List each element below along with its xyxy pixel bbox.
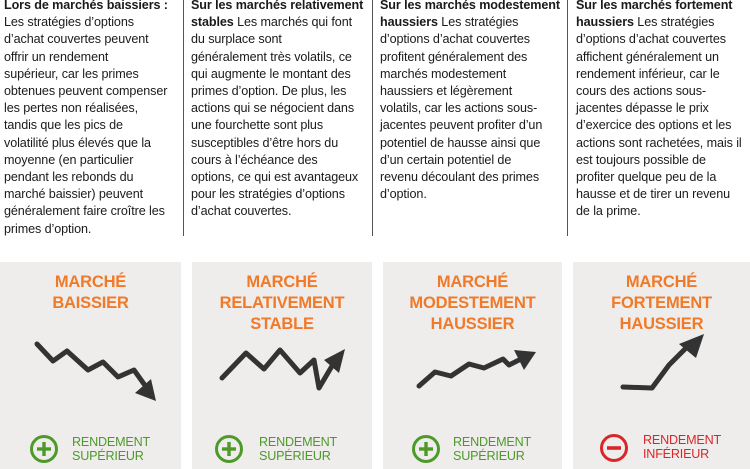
badge-line: RENDEMENT [72,435,150,449]
column-heading: haussiers [576,15,634,30]
text-line: susceptibles d’être hors du [191,135,339,150]
text-line: généralement faire croître les [4,204,165,219]
text-line: moyenne (en particulier [4,152,134,167]
column-divider [183,0,184,236]
text-line: qui augmente le montant des [191,66,351,81]
card-title-line: MARCHÉ [246,273,318,291]
text-line: pour les stratégies d’options [191,187,345,202]
text-line: une fourchette sont plus [191,118,324,133]
column-stable-market [191,0,371,221]
card-bear-market [0,262,181,469]
text-line: Les stratégies [437,15,519,30]
column-heading: Sur les marchés relativement [191,0,364,12]
return-badge-label [259,435,337,463]
text-line: actions qui se négocient dans [191,101,355,116]
text-line: d’un certain potentiel de [380,152,512,167]
column-heading: Lors de marchés baissiers : [4,0,168,12]
column-heading: haussiers [380,15,438,30]
text-line: de la prime. [576,204,641,219]
text-line: du surplace sont [191,32,282,47]
badge-line: RENDEMENT [259,435,337,449]
text-line: Les stratégies d’options [4,15,134,30]
card-title-line: FORTEMENT [611,294,712,312]
text-line: cours des actions sous- [576,84,706,99]
text-line: d’achat couvertes. [191,204,292,219]
text-line: actions sont rachetées, mais il [576,135,742,150]
text-line: marchés modestement [380,66,507,81]
text-line: d’achat couvertes peuvent [4,32,149,47]
column-divider [372,0,373,236]
card-title-line: MARCHÉ [54,273,127,291]
text-line: les pertes non réalisées, [4,101,139,116]
badge-line: RENDEMENT [643,433,721,447]
text-line: primes d’option. De plus, les [191,84,347,99]
column-bear-market [4,0,180,238]
card-title-line: RELATIVEMENT [219,294,345,312]
card-title-line: HAUSSIER [619,315,704,333]
text-line: revenu découlant des primes [380,170,540,185]
card-strong-bull-market [573,262,750,469]
badge-line: INFÉRIEUR [643,447,710,461]
text-line: profitent généralement des [380,49,528,64]
text-line: est toujours possible de [576,152,706,167]
card-title-line: MARCHÉ [625,273,698,291]
column-divider [567,0,568,236]
text-line: cours à l’échéance des [191,152,318,167]
text-line: volatils, car les actions sous- [380,101,538,116]
text-line: d’options d’achat couvertes [380,32,530,47]
text-line: volatilité plus élevés que la [4,135,151,150]
text-line: supérieur, car les primes [4,66,139,81]
badge-line: RENDEMENT [453,435,531,449]
card-title-line: HAUSSIER [430,315,515,333]
text-line: profiter quelque peu de la [576,170,717,185]
column-heading: Sur les marchés modestement [380,0,560,12]
column-heading: stables [191,15,234,30]
text-line: primes d’option. [4,221,92,236]
return-badge-label [72,435,150,463]
column-heading: Sur les marchés fortement [576,0,733,12]
column-strong-bull-market [576,0,748,221]
text-line: jacentes dépasse le prix [576,101,709,116]
text-line: d’exercice des options et les [576,118,732,133]
plus-circle-icon [214,434,244,464]
card-title-line: MARCHÉ [436,273,509,291]
text-line: généralement très volatils, ce [191,49,352,64]
text-line: d’options d’achat couvertes [576,32,726,47]
text-line: potentiel de hausse ainsi que [380,135,541,150]
text-line: options, ce qui est avantageux [191,170,359,185]
text-line: jacentes peuvent profiter d’un [380,118,543,133]
return-badge-label [453,435,531,463]
text-line: hausse et de tirer un revenu [576,187,731,202]
text-line: Les stratégies [633,15,715,30]
badge-line: SUPÉRIEUR [259,449,331,463]
text-line: d’option. [380,187,427,202]
plus-circle-icon [411,434,441,464]
text-line: rendement inférieur, car le [576,66,720,81]
badge-line: SUPÉRIEUR [72,449,144,463]
card-modest-bull-market [383,262,562,469]
text-line: haussiers et légèrement [380,84,513,99]
return-badge-label [643,433,721,461]
card-title-line: STABLE [250,315,314,333]
text-line: pendant les rebonds du [4,170,134,185]
text-line: Les marchés qui font [233,15,353,30]
text-line: offrir un rendement [4,49,109,64]
plus-circle-icon [29,434,59,464]
card-stable-market [192,262,372,469]
card-title-line: MODESTEMENT [409,294,536,312]
card-title-line: BAISSIER [52,294,129,312]
minus-circle-icon [599,433,629,463]
badge-line: SUPÉRIEUR [453,449,525,463]
text-line: affichent généralement un [576,49,719,64]
text-line: marché baissier) peuvent [4,187,143,202]
text-line: tandis que les pics de [4,118,123,133]
text-line: obtenues peuvent compenser [4,84,168,99]
column-modest-bull-market [380,0,560,203]
